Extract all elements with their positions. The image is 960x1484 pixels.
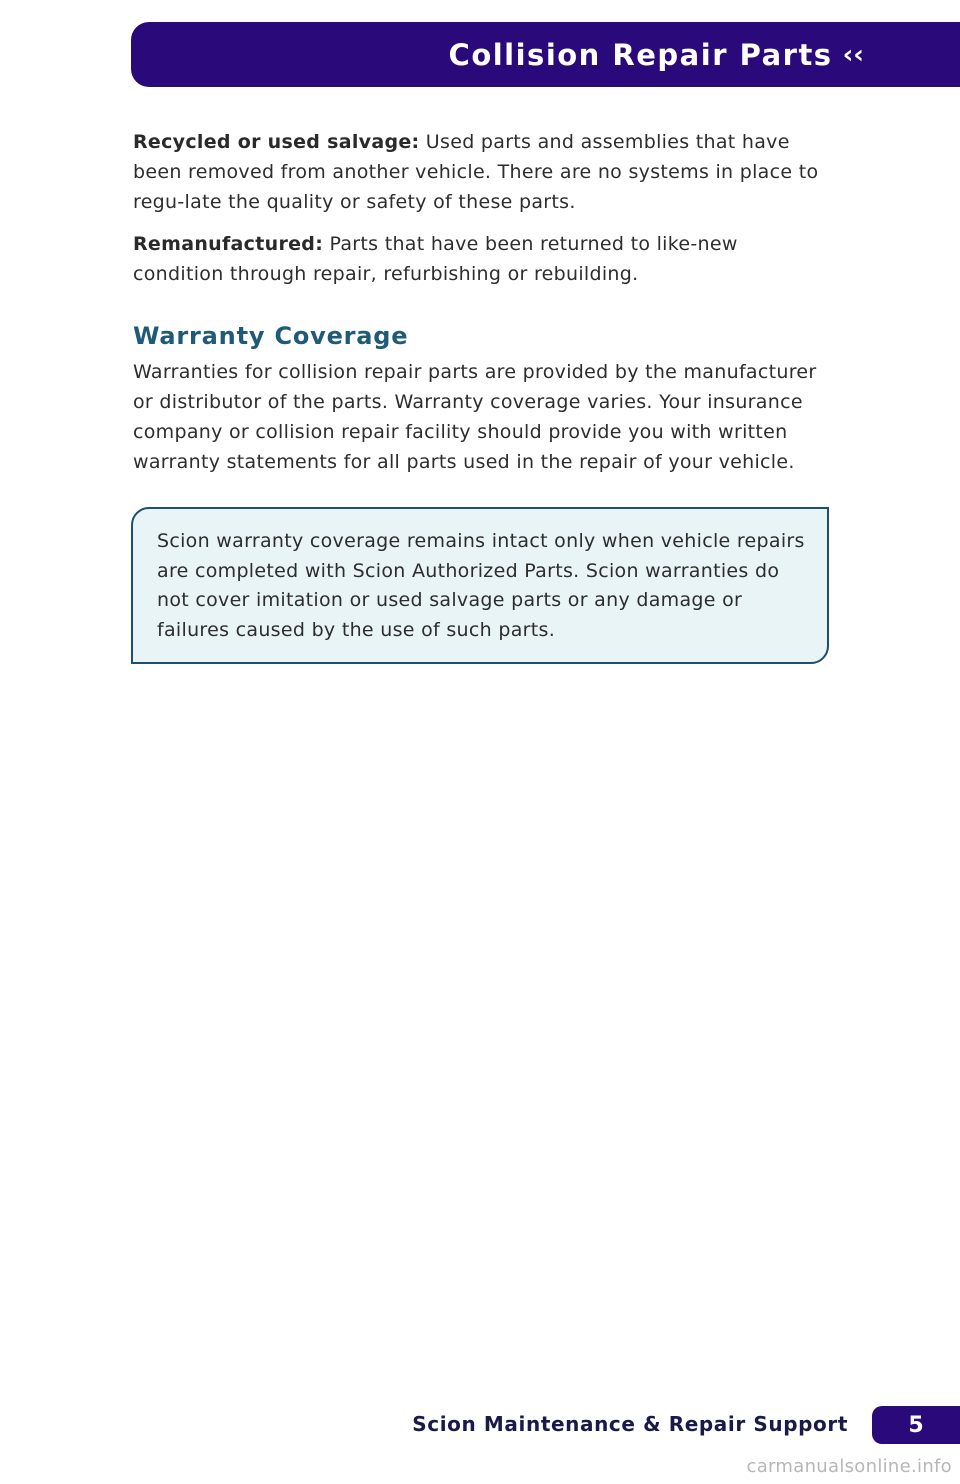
definition-term: Recycled or used salvage:: [133, 131, 420, 153]
header-bar: [131, 22, 960, 87]
definition-text: Used parts and assemblies that have been removed from another vehicle. There are no systems in place to regu-late the quality or safety of these parts.: [133, 131, 819, 213]
page-number-tab: [872, 1406, 960, 1444]
definition-text: Parts that have been returned to like-new condition through repair, refurbishing or rebuilding.: [133, 233, 738, 285]
section-heading-warranty: Warranty Coverage: [133, 322, 409, 350]
callout-text: Scion warranty coverage remains intact only when vehicle repairs are completed with Scion Authorized Parts. Scion warranties do not cover imitation or used salvage parts or any damage or failures caused by the use of such parts.: [157, 530, 805, 641]
watermark: carmanualsonline.info: [746, 1456, 952, 1477]
definition-term: Remanufactured:: [133, 233, 324, 255]
warranty-paragraph: Warranties for collision repair parts are provided by the manufacturer or distributor of the parts. Warranty coverage varies. Your insurance company or collision repair facility should provide you with written warranty statements for all parts used in the repair of your vehicle.: [133, 361, 817, 473]
warranty-callout-box: [131, 507, 829, 664]
main-content: [133, 127, 823, 477]
definition-recycled: [133, 127, 823, 217]
footer-section-label: Scion Maintenance & Repair Support: [412, 1412, 848, 1436]
page-number: 5: [908, 1412, 924, 1438]
page-title: Collision Repair Parts: [448, 37, 833, 72]
definition-remanufactured: [133, 229, 823, 289]
chevron-left-icon: ‹‹: [842, 39, 864, 70]
